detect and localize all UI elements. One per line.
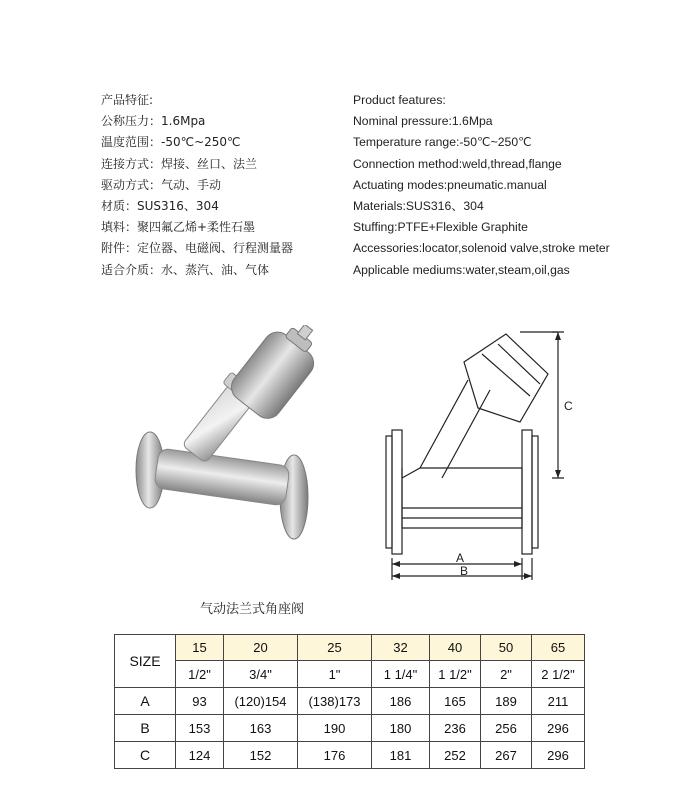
product-caption: 气动法兰式角座阀	[200, 602, 305, 617]
row-label: A	[115, 688, 176, 715]
dim-label-c: C	[564, 399, 573, 413]
feature-en-title: Product features:	[353, 93, 446, 107]
inch-cell: 2"	[481, 661, 532, 688]
feature-en-actuation: Actuating modes:pneumatic.manual	[353, 177, 547, 192]
dn-cell: 65	[532, 635, 585, 661]
valve-photo	[128, 325, 318, 545]
dim-label-a: A	[456, 551, 465, 565]
table-cell: 236	[430, 715, 481, 742]
dn-cell: 32	[372, 635, 430, 661]
row-label: C	[115, 742, 176, 769]
table-row	[115, 742, 585, 769]
dn-cell: 40	[430, 635, 481, 661]
row-label: B	[115, 715, 176, 742]
table-cell: 296	[532, 715, 585, 742]
features-english	[353, 90, 610, 281]
dn-cell: 20	[224, 635, 298, 661]
table-cell: 190	[298, 715, 372, 742]
table-cell: 256	[481, 715, 532, 742]
features-chinese	[101, 90, 293, 281]
dn-cell: 15	[176, 635, 224, 661]
feature-zh-temperature: 温度范围：-50℃~250℃	[101, 135, 241, 150]
feature-en-mediums: Applicable mediums:water,steam,oil,gas	[353, 262, 570, 277]
feature-en-pressure: Nominal pressure:1.6Mpa	[353, 114, 493, 129]
feature-en-temperature: Temperature range:-50℃~250℃	[353, 135, 532, 150]
dn-cell: 50	[481, 635, 532, 661]
table-cell: 252	[430, 742, 481, 769]
table-cell: 267	[481, 742, 532, 769]
table-cell: 296	[532, 742, 585, 769]
inch-cell: 1 1/2"	[430, 661, 481, 688]
inch-cell: 2 1/2"	[532, 661, 585, 688]
table-row	[115, 635, 585, 661]
inch-cell: 1 1/4"	[372, 661, 430, 688]
table-cell: 176	[298, 742, 372, 769]
table-cell: 163	[224, 715, 298, 742]
table-cell: (120)154	[224, 688, 298, 715]
table-cell: 93	[176, 688, 224, 715]
table-cell: 124	[176, 742, 224, 769]
dn-cell: 25	[298, 635, 372, 661]
table-cell: 181	[372, 742, 430, 769]
table-cell: 211	[532, 688, 585, 715]
table-cell: 189	[481, 688, 532, 715]
inch-cell: 1"	[298, 661, 372, 688]
dimension-drawing	[380, 318, 580, 588]
table-cell: 152	[224, 742, 298, 769]
table-row	[115, 688, 585, 715]
feature-zh-pressure: 公称压力：1.6Mpa	[101, 114, 206, 129]
feature-zh-actuation: 驱动方式：气动、手动	[101, 177, 222, 192]
feature-en-accessories: Accessories:locator,solenoid valve,stroke meter	[353, 241, 610, 256]
inch-cell: 3/4"	[224, 661, 298, 688]
feature-en-stuffing: Stuffing:PTFE+Flexible Graphite	[353, 220, 528, 235]
feature-zh-mediums: 适合介质：水、蒸汽、油、气体	[101, 262, 270, 277]
feature-zh-material: 材质：SUS316、304	[101, 199, 219, 214]
size-header: SIZE	[115, 635, 176, 688]
table-cell: 165	[430, 688, 481, 715]
feature-zh-accessories: 附件：定位器、电磁阀、行程测量器	[101, 241, 294, 256]
dim-label-b: B	[460, 564, 469, 578]
feature-zh-stuffing: 填料：聚四氟乙烯+柔性石墨	[101, 220, 256, 235]
feature-zh-title: 产品特征:	[101, 93, 154, 107]
feature-en-material: Materials:SUS316、304	[353, 199, 484, 214]
inch-cell: 1/2"	[176, 661, 224, 688]
dimension-table	[114, 634, 585, 769]
table-row	[115, 661, 585, 688]
table-cell: (138)173	[298, 688, 372, 715]
table-row	[115, 715, 585, 742]
feature-en-connection: Connection method:weld,thread,flange	[353, 156, 562, 171]
table-cell: 186	[372, 688, 430, 715]
table-cell: 153	[176, 715, 224, 742]
table-cell: 180	[372, 715, 430, 742]
feature-zh-connection: 连接方式：焊接、丝口、法兰	[101, 156, 258, 171]
